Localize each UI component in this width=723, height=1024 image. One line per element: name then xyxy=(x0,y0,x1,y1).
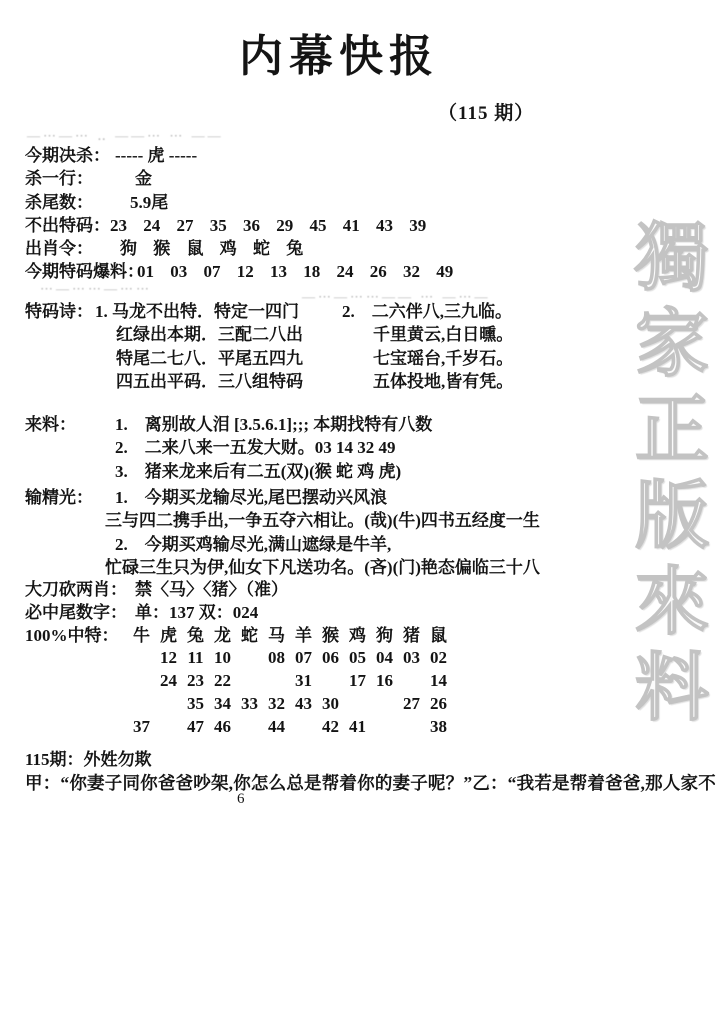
grid-cell: 34 xyxy=(214,694,231,713)
kill-line xyxy=(25,237,453,260)
grid-cell: 47 xyxy=(187,717,204,736)
tail-label: 必中尾数字： xyxy=(25,603,127,622)
footer-issue-line: 115期：外姓勿欺 xyxy=(25,750,152,769)
grid-cell xyxy=(155,692,182,715)
grid-cell xyxy=(344,692,371,715)
grid-cell: 44 xyxy=(268,717,285,736)
kill-line xyxy=(25,144,453,167)
grid-cell: 43 xyxy=(295,694,312,713)
zodiac-header-row xyxy=(128,624,452,647)
hundred-label: 100%中特： xyxy=(25,626,119,645)
zodiac-cell: 马 xyxy=(268,626,285,645)
knife-two-zodiac-line xyxy=(25,578,288,601)
kill-value: 5.9尾 xyxy=(130,192,169,212)
grid-cell: 46 xyxy=(214,717,231,736)
material-item: 2. 二来八来一五发大财。03 14 32 49 xyxy=(115,438,396,458)
zodiac-cell: 牛 xyxy=(133,626,150,645)
watermark-vertical-text: 獨家正版來料 xyxy=(624,218,706,734)
grid-cell xyxy=(290,715,317,738)
grid-cell xyxy=(155,715,182,738)
material-section xyxy=(25,413,432,483)
grid-cell: 06 xyxy=(322,648,339,667)
kill-label: 今期决杀： xyxy=(25,146,110,165)
kill-label: 杀尾数： xyxy=(25,192,93,212)
material-item: 1. 离别故人泪 [3.5.6.1];;; 本期找特有八数 xyxy=(115,415,433,434)
poem-line: 特尾二七八．平尾五四九 xyxy=(116,348,303,368)
lose-all-line: 2. 今期买鸡输尽光,满山遮绿是牛羊, xyxy=(115,534,392,554)
poem-line: 2. 二六伴八,三九临。 xyxy=(342,302,512,321)
lose-all-section xyxy=(25,486,540,579)
lose-all-line: 三与四二携手出,一争五夺六相让。(哉)(牛)四书五经度一生 xyxy=(105,511,540,531)
grid-cell: 07 xyxy=(295,648,312,667)
joke-line: 甲：“你妻子同你爸爸吵架,你怎么总是帮着你的妻子呢？”乙：“我若是帮着爸爸,那人家不 xyxy=(25,773,716,793)
faded-fragment: —⋯—⋯⋯—— ⋯ —⋯— xyxy=(302,289,491,304)
zodiac-cell: 蛇 xyxy=(241,626,258,645)
grid-cell: 41 xyxy=(349,717,366,736)
grid-cell: 08 xyxy=(268,648,285,667)
grid-cell: 32 xyxy=(268,694,285,713)
kill-line xyxy=(25,214,453,237)
zodiac-cell: 鼠 xyxy=(430,626,447,645)
poem-section xyxy=(25,300,513,393)
grid-cell: 11 xyxy=(187,648,204,667)
poem-line: 红绿出本期．三配二八出 xyxy=(116,325,303,345)
material-item: 3. 猪来龙来后有二五(双)(猴 蛇 鸡 虎) xyxy=(115,461,402,481)
knife-value: 禁〈马〉〈猪〉（准） xyxy=(135,580,288,599)
poem-column-2 xyxy=(342,300,513,393)
grid-cell: 24 xyxy=(160,671,177,690)
kill-value: 23 24 27 35 36 29 45 41 43 39 xyxy=(110,215,427,235)
grid-cell: 05 xyxy=(349,648,366,667)
grid-cell: 22 xyxy=(214,671,231,690)
grid-cell: 35 xyxy=(187,694,204,713)
grid-cell xyxy=(236,715,263,738)
kill-label: 出肖令： xyxy=(25,239,93,259)
grid-cell xyxy=(398,669,425,692)
poem-line: 七宝瑶台,千岁石。 xyxy=(373,348,514,368)
knife-label: 大刀砍两肖： xyxy=(25,580,127,599)
grid-cell: 03 xyxy=(403,648,420,667)
poem-line: 五体投地,皆有凭。 xyxy=(373,371,514,391)
kill-label: 今期特码爆料： xyxy=(25,262,144,282)
grid-cell: 27 xyxy=(403,694,420,713)
kill-value: 金 xyxy=(135,169,152,189)
grid-cell: 17 xyxy=(349,671,366,690)
lose-all-line: 1. 今期买龙输尽光,尾巴摆动兴风浪 xyxy=(115,488,387,507)
grid-cell: 30 xyxy=(322,694,339,713)
kill-section xyxy=(25,144,453,284)
zodiac-cell: 虎 xyxy=(160,626,177,645)
grid-cell: 26 xyxy=(430,694,447,713)
grid-cell: 14 xyxy=(430,671,447,690)
grid-cell: 42 xyxy=(322,717,339,736)
grid-cell xyxy=(371,692,398,715)
grid-cell xyxy=(128,692,155,715)
poem-line: 四五出平码．三八组特码 xyxy=(116,371,303,391)
grid-cell: 16 xyxy=(376,671,393,690)
zodiac-number-grid xyxy=(128,646,452,738)
grid-cell: 02 xyxy=(430,648,447,667)
kill-line xyxy=(25,191,453,214)
faded-fragment: ⋯—⋯⋯—⋯⋯ xyxy=(40,281,152,296)
zodiac-cell: 兔 xyxy=(187,626,204,645)
page-number: 6 xyxy=(237,791,245,807)
grid-cell: 10 xyxy=(214,648,231,667)
lose-all-lines xyxy=(105,486,540,579)
lose-all-line: 忙碌三生只为伊,仙女下凡送功名。(吝)(门)艳态偏临三十八 xyxy=(105,557,540,577)
grid-cell xyxy=(128,646,155,669)
grid-cell: 12 xyxy=(160,648,177,667)
grid-cell xyxy=(128,669,155,692)
grid-cell xyxy=(317,669,344,692)
poem-line: 1. 马龙不出特．特定一四门 xyxy=(95,302,299,321)
faded-remnant-line-top: —⋯—⋯ ‥ ——⋯ ⋯ —— xyxy=(27,128,224,143)
grid-cell xyxy=(263,669,290,692)
kill-label: 杀一行： xyxy=(25,169,93,189)
must-hit-tail-line xyxy=(25,601,258,624)
grid-cell: 31 xyxy=(295,671,312,690)
kill-value: 狗 猴 鼠 鸡 蛇 兔 xyxy=(120,239,304,259)
grid-cell xyxy=(236,646,263,669)
report-title: 内幕快报 xyxy=(239,32,439,81)
grid-cell: 38 xyxy=(430,717,447,736)
zodiac-cell: 龙 xyxy=(214,626,231,645)
kill-value: 01 03 07 12 13 18 24 26 32 49 xyxy=(137,262,454,282)
issue-number: （115 期） xyxy=(438,103,535,124)
poem-label: 特码诗： xyxy=(25,302,93,321)
material-label: 来料： xyxy=(25,415,76,434)
zodiac-cell: 狗 xyxy=(376,626,393,645)
hundred-percent-section xyxy=(25,624,452,647)
zodiac-cell: 猪 xyxy=(403,626,420,645)
grid-cell xyxy=(398,715,425,738)
lose-all-label: 输精光： xyxy=(25,488,93,507)
poem-column-1 xyxy=(95,300,342,393)
grid-cell: 37 xyxy=(133,717,150,736)
zodiac-cell: 鸡 xyxy=(349,626,366,645)
grid-cell xyxy=(371,715,398,738)
kill-label: 不出特码： xyxy=(25,215,110,235)
kill-line xyxy=(25,167,453,190)
grid-cell: 04 xyxy=(376,648,393,667)
kill-line xyxy=(25,260,453,283)
material-items xyxy=(115,413,432,483)
poem-line: 千里黄云,白日曛。 xyxy=(373,325,514,345)
zodiac-cell: 羊 xyxy=(295,626,312,645)
kill-value: ----- 虎 ----- xyxy=(115,146,198,165)
grid-cell: 33 xyxy=(241,694,258,713)
grid-cell: 23 xyxy=(187,671,204,690)
zodiac-cell: 猴 xyxy=(322,626,339,645)
tail-value: 单：137 双：024 xyxy=(135,603,259,622)
grid-cell xyxy=(236,669,263,692)
